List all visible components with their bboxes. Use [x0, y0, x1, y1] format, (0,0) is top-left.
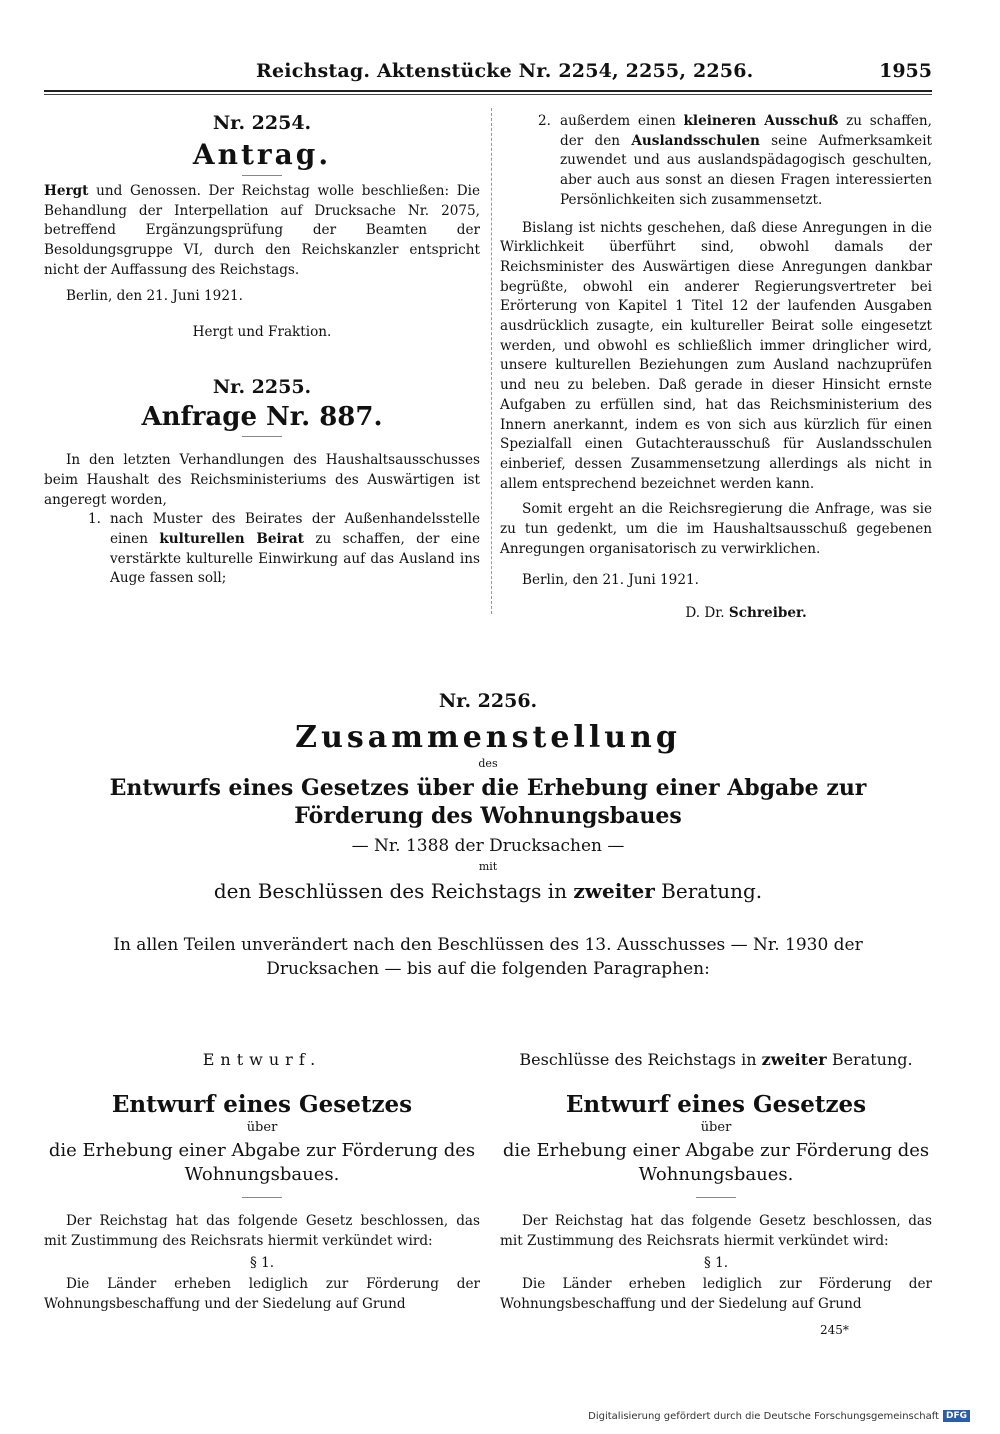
doc-2255-number: Nr. 2255.: [212, 376, 312, 399]
head-bold: zweiter: [761, 1050, 827, 1069]
doc-2256-des: des: [478, 757, 498, 770]
item-text-part: außerdem einen: [560, 113, 684, 129]
doc-2255-paragraph-2: Bislang ist nichts geschehen, daß diese Anregungen in die Wirklichkeit überführt sind, obwohl damals der Reichsminister des Auswärtigen diese Anregungen dankbar begrüßte, obwohl ein anderer Regierungsvertreter bei Erörterung von Kapitel 1 Titel 12 der laufenden Ausgaben ausdrücklich zusagte, ein kultureller Beirat solle eingesetzt werden, und obwohl es schließlich immer dringlicher wird, unsere kulturellen Beziehungen zum Ausland nachzuprüfen und neu zu beleben. Daß gerade in dieser Hinsicht ernste Aufgaben zu erfüllen sind, hat das Reichsministerium des Innern anerkannt, indem es von sich aus kürzlich für einen Spezialfall einen Gutachterausschuß für Auslandsschulen einberief, dessen Zusammensetzung allerdings als nicht in allem entsprechend bezeichnet werden kann.: [500, 219, 932, 492]
item-text-part: nach Muster des Beirates der Außenhandelsstelle einen: [110, 511, 480, 548]
paragraph-sign-right: § 1.: [703, 1255, 729, 1272]
doc-2256-mit: mit: [478, 860, 498, 873]
item-text-part: seine Aufmerksamkeit zuwendet und aus auslandspädagogisch geschulten, aber auch aus sonst an diesen Fragen interessierten Persönlichkeiten sich zusammensetzt.: [560, 132, 932, 208]
line-part: Beratung.: [654, 879, 763, 903]
left-column-entwurf: [44, 1050, 480, 1315]
header-rule: [44, 90, 932, 92]
item-text-bold: kleineren Ausschuß: [683, 113, 839, 129]
sheet-mark: 245*: [820, 1322, 849, 1337]
line-bold: zweiter: [573, 879, 655, 903]
doc-2256-drucksache: — Nr. 1388 der Drucksachen —: [351, 836, 625, 856]
doc-2255-item-2: [538, 112, 932, 211]
paragraph-1-left: Die Länder erheben lediglich zur Förderung der Wohnungsbeschaffung und der Siedelung auf Grund: [44, 1276, 480, 1313]
page-header: [44, 58, 932, 88]
doc-2255-paragraph-3: Somit ergeht an die Reichsregierung die Anfrage, was sie zu tun gedenkt, um die im Haushaltsausschuß gegebenen Anregungen organisatorisch zu verwirklichen.: [500, 501, 932, 557]
doc-2254-body: [44, 182, 480, 281]
column-separator: [491, 108, 492, 614]
doc-2256-number: Nr. 2256.: [438, 690, 538, 712]
doc-2254-date: Berlin, den 21. Juni 1921.: [66, 287, 243, 304]
law-ueber-right: über: [700, 1120, 732, 1135]
item-text: [110, 510, 480, 589]
doc-2255-intro: In den letzten Verhandlungen des Haushaltsausschusses beim Haushalt des Reichsministeriums des Auswärtigen ist angeregt worden,: [44, 452, 480, 508]
right-column-beschluesse: [500, 1050, 932, 1337]
doc-2256-beschluesse-line: [44, 879, 932, 903]
title-divider: [242, 436, 282, 437]
item-text-part: zu schaffen, der eine verstärkte kulturelle Einwirkung auf das Ausland ins Auge fassen soll;: [110, 531, 480, 587]
doc-2256-title: Zusammenstellung: [295, 720, 681, 755]
paragraph-1-right: Die Länder erheben lediglich zur Förderung der Wohnungsbeschaffung und der Siedelung auf Grund: [500, 1276, 932, 1313]
signature-prefix: D. Dr.: [685, 605, 729, 622]
digitization-footer: [588, 1410, 970, 1422]
doc-2254-number: Nr. 2254.: [212, 112, 312, 134]
law-ueber-left: über: [246, 1120, 278, 1135]
right-column-head: [500, 1050, 932, 1069]
head-part: Beschlüsse des Reichstags in: [519, 1050, 762, 1069]
doc-2254-title: Antrag.: [192, 138, 332, 171]
header-title: Reichstag. Aktenstücke Nr. 2254, 2255, 2256.: [256, 60, 754, 82]
doc-2254-signature: Hergt und Fraktion.: [192, 324, 332, 341]
item-number: 1.: [88, 511, 101, 528]
law-subtitle-left: die Erhebung einer Abgabe zur Förderung des Wohnungsbaues.: [48, 1140, 476, 1185]
preamble-left: Der Reichstag hat das folgende Gesetz beschlossen, das mit Zustimmung des Reichsrats hiermit verkündet wird:: [44, 1213, 480, 1249]
doc-2255-title: Anfrage Nr. 887.: [141, 402, 383, 433]
item-text: [560, 112, 932, 211]
doc-2254-author: Hergt: [44, 183, 89, 199]
item-text-part: zu schaffen, der den: [560, 113, 932, 149]
doc-2255-date: Berlin, den 21. Juni 1921.: [522, 572, 699, 589]
law-title-left: Entwurf eines Gesetzes: [111, 1091, 413, 1118]
doc-2256-subtitle: Entwurfs eines Gesetzes über die Erhebung einer Abgabe zur Förderung des Wohnungsbaues: [109, 775, 867, 829]
doc-2256-note: In allen Teilen unverändert nach den Beschlüssen des 13. Ausschusses — Nr. 1930 der Drucksachen — bis auf die folgenden Paragraphen:: [113, 935, 863, 979]
page-number: 1955: [879, 60, 932, 82]
item-text-bold: Auslandsschulen: [631, 132, 760, 149]
line-part: den Beschlüssen des Reichstags in: [213, 879, 574, 903]
left-column-top: [44, 112, 480, 589]
doc-2254-text: und Genossen. Der Reichstag wolle beschließen: Die Behandlung der Interpellation auf Drucksache Nr. 2075, betreffend Ergänzungsprüfung der Beamten der Besoldungsgruppe VI, durch den Reichskanzler entspricht nicht der Auffassung des Reichstags.: [44, 183, 480, 278]
doc-2255-signature: [500, 605, 932, 621]
title-divider: [242, 175, 282, 176]
item-text-bold: kulturellen Beirat: [159, 531, 304, 548]
law-title-right: Entwurf eines Gesetzes: [565, 1091, 867, 1118]
law-subtitle-right: die Erhebung einer Abgabe zur Förderung des Wohnungsbaues.: [502, 1140, 930, 1185]
left-column-head: Entwurf.: [202, 1050, 322, 1069]
signature-name: Schreiber.: [728, 605, 807, 622]
footer-text: Digitalisierung gefördert durch die Deutsche Forschungsgemeinschaft: [588, 1410, 939, 1422]
paragraph-sign-left: § 1.: [249, 1255, 275, 1272]
preamble-right: Der Reichstag hat das folgende Gesetz beschlossen, das mit Zustimmung des Reichsrats hiermit verkündet wird:: [500, 1213, 932, 1249]
doc-2256-heading: [44, 690, 932, 981]
dfg-logo: DFG: [943, 1410, 970, 1422]
law-divider: [696, 1197, 736, 1198]
header-rule-thin: [44, 94, 932, 95]
doc-2255-item-1: [88, 510, 480, 589]
law-divider: [242, 1197, 282, 1198]
right-column-top: [500, 112, 932, 621]
head-part: Beratung.: [826, 1050, 913, 1069]
item-number: 2.: [538, 113, 551, 129]
